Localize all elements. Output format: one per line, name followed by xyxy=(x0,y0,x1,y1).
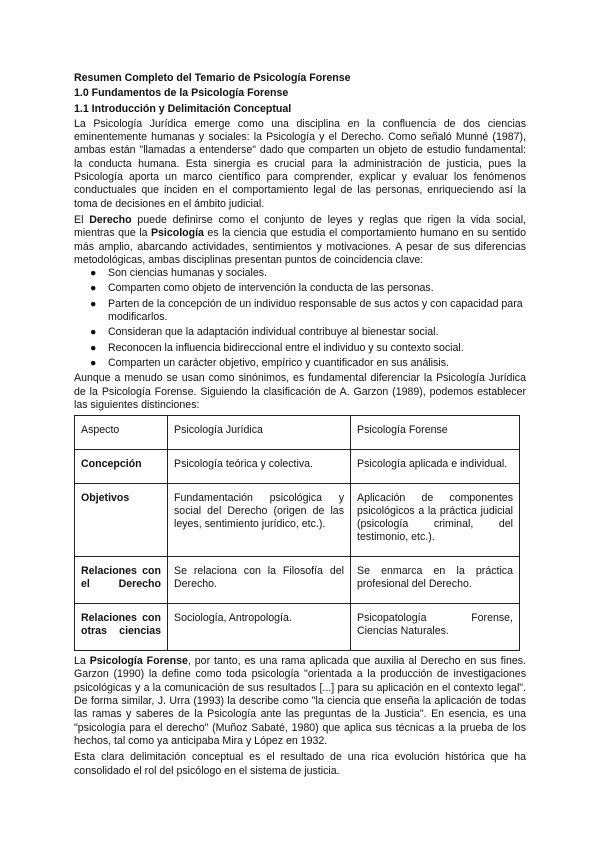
table-row xyxy=(75,484,520,557)
bullet-icon: ● xyxy=(90,326,97,339)
definitions-paragraph xyxy=(74,214,526,267)
bullet-icon: ● xyxy=(90,267,97,280)
list-item xyxy=(74,282,526,295)
document-page xyxy=(74,72,526,778)
coincidence-list xyxy=(74,267,526,370)
comparison-table xyxy=(74,415,520,651)
table-cell: Aplicación de componentes psicológicos a la práctica judicial (psicología criminal, del testimonio, etc.). xyxy=(351,484,520,557)
forensic-definition-paragraph xyxy=(74,655,526,748)
table-cell: Se relaciona con la Filosofía del Derecho. xyxy=(168,557,351,604)
list-item-text: Parten de la concepción de un individuo responsable de sus actos y con capacidad para modificarlos. xyxy=(108,297,523,324)
table-row-label: Objetivos xyxy=(75,484,168,557)
table-cell: Psicología teórica y colectiva. xyxy=(168,450,351,484)
list-item-text: Son ciencias humanas y sociales. xyxy=(108,267,267,280)
subsection-heading: 1.1 Introducción y Delimitación Conceptual xyxy=(74,102,292,115)
intro-paragraph: La Psicología Jurídica emerge como una disciplina en la confluencia de dos ciencias eminentemente humanas y sociales: la Psicología y el Derecho. Como señaló Munné (1987), ambas están "llamadas a entenderse" dado que comparten un objeto de estudio fundamental: la conducta humana. Esta sinergia es crucial para la administración de justicia, pues la Psicología aporta un marco científico para comprender, explicar y evaluar los fenómenos conductuales que inciden en el comportamiento legal de las personas, enriqueciendo así la toma de decisiones en el ámbito judicial. xyxy=(74,117,526,210)
table-header-cell: Psicología Forense xyxy=(351,416,520,450)
bullet-icon: ● xyxy=(90,341,97,354)
table-row-label: Concepción xyxy=(75,450,168,484)
table-header-row xyxy=(75,416,520,450)
bullet-icon: ● xyxy=(90,356,97,369)
bold-term-psicologia-forense: Psicología Forense xyxy=(89,655,188,668)
distinction-paragraph: Aunque a menudo se usan como sinónimos, es fundamental diferenciar la Psicología Jurídica de la Psicología Forense. Siguiendo la clasificación de A. Garzon (1989), podemos establecer las siguientes distinciones: xyxy=(74,372,526,411)
list-item xyxy=(74,326,526,339)
table-cell: Se enmarca en la práctica profesional del Derecho. xyxy=(351,557,520,604)
list-item-text: Reconocen la influencia bidireccional entre el individuo y su contexto social. xyxy=(108,341,464,354)
table-cell: Psicología aplicada e individual. xyxy=(351,450,520,484)
table-cell: Sociología, Antropología. xyxy=(168,604,351,651)
closing-paragraph: Esta clara delimitación conceptual es el resultado de una rica evolución histórica que ha consolidado el rol del psicólogo en el sistema de justicia. xyxy=(74,751,526,777)
list-item-text: Comparten como objeto de intervención la conducta de las personas. xyxy=(108,282,434,295)
list-item xyxy=(74,267,526,280)
table-row xyxy=(75,450,520,484)
table-header-cell: Psicología Jurídica xyxy=(168,416,351,450)
list-item xyxy=(74,342,526,355)
text-run: , por tanto, es una rama aplicada que auxilia al Derecho en sus fines. Garzon (1990) la define como toda psicología "orientada a la producción de investigaciones psicológicas y a la comunicación de sus resultados [...] para su aplicación en el contexto legal". De forma similar, J. Urra (1993) la describe como "la ciencia que enseña la aplicación de todas las ramas y saberes de la Psicología ante las preguntas de la Justicia". En esencia, es una "psicología para el derecho" (Muñoz Sabaté, 1980) que aplica sus técnicas a la prueba de los hechos, tal como ya anticipaba Mira y López en 1932. xyxy=(74,655,527,747)
list-item xyxy=(74,298,526,325)
bullet-icon: ● xyxy=(90,282,97,295)
table-row xyxy=(75,557,520,604)
bullet-icon: ● xyxy=(90,297,97,310)
list-item-text: Comparten un carácter objetivo, empírico y cuantificador en sus análisis. xyxy=(108,356,449,369)
table-cell: Psicopatología Forense, Ciencias Naturales. xyxy=(351,604,520,651)
text-run: puede definirse como el conjunto de leyes y reglas que rigen la vida social, mientras que la xyxy=(74,213,526,240)
text-run: es la ciencia que estudia el comportamiento humano en su sentido más amplio, abarcando actividades, sentimientos y motivaciones. A pesar de sus diferencias metodológicas, ambas disciplinas presentan puntos de coincidencia clave: xyxy=(74,227,527,266)
document-title: Resumen Completo del Temario de Psicología Forense xyxy=(74,72,351,84)
text-run: La xyxy=(74,655,90,668)
table-cell: Fundamentación psicológica y social del Derecho (origen de las leyes, sentimiento jurídico, etc.). xyxy=(168,484,351,557)
list-item xyxy=(74,357,526,370)
bold-term-psicologia: Psicología xyxy=(150,227,204,240)
table-header-cell: Aspecto xyxy=(75,416,168,450)
text-run: El xyxy=(74,213,90,226)
table-row-label: Relaciones con otras ciencias xyxy=(75,604,168,651)
table-row-label: Relaciones con el Derecho xyxy=(75,557,168,604)
section-heading: 1.0 Fundamentos de la Psicología Forense xyxy=(74,87,289,100)
bold-term-derecho: Derecho xyxy=(89,213,132,226)
table-row xyxy=(75,604,520,651)
list-item-text: Consideran que la adaptación individual contribuye al bienestar social. xyxy=(108,326,439,339)
